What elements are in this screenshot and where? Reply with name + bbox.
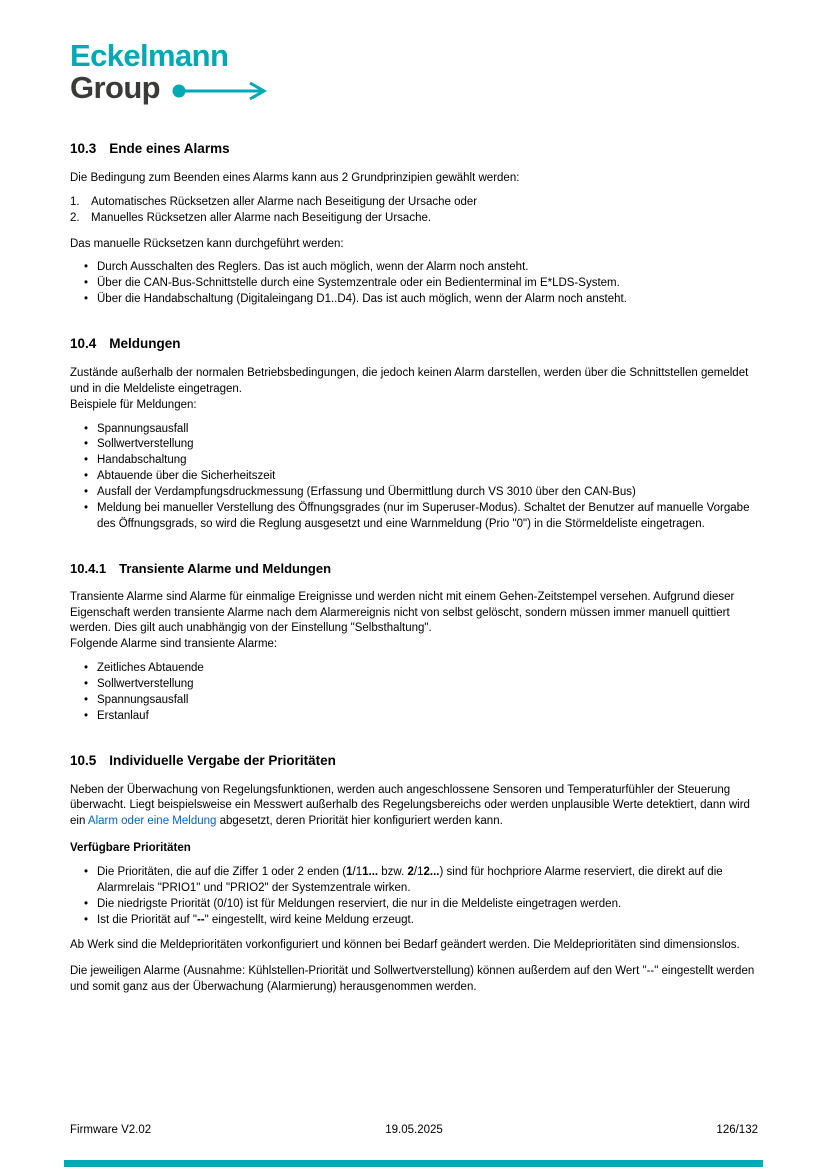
bullet-list bbox=[70, 865, 758, 928]
list-item-text: ) sind für hochpriore Alarme reserviert, die direkt auf die Alarmrelais "PRIO1" und "PRIO2" der Systemzentrale wirken. bbox=[97, 865, 723, 894]
list-item: • Abtauende über die Sicherheitszeit bbox=[70, 469, 758, 485]
section-number: 10.5 bbox=[70, 752, 97, 768]
section-10-3 bbox=[70, 141, 758, 308]
list-item-text-bold: 2... bbox=[423, 865, 440, 878]
bullet-list bbox=[70, 422, 758, 533]
paragraph: Die Bedingung zum Beenden eines Alarms kann aus 2 Grundprinzipien gewählt werden: bbox=[70, 172, 520, 185]
paragraph: Das manuelle Rücksetzen kann durchgeführt werden: bbox=[70, 237, 344, 250]
paragraph-text: abgesetzt, deren Priorität hier konfiguriert werden kann. bbox=[216, 815, 503, 828]
bullet-list bbox=[70, 260, 758, 308]
list-item: • Spannungsausfall bbox=[70, 693, 758, 709]
list-item bbox=[70, 913, 758, 929]
list-item: • Handabschaltung bbox=[70, 453, 758, 469]
list-item: • Meldung bei manueller Verstellung des Öffnungsgrades (nur im Superuser-Modus). Schaltet der Benutzer auf manuelle Vorgabe des Öffnungsgrads, so wird die Reglung ausgesetzt und eine Warnmeldung (Prio "0") in die Störmeldeliste eingetragen. bbox=[70, 501, 758, 533]
list-item bbox=[70, 865, 758, 897]
alarm-meldung-link[interactable]: Alarm oder eine Meldung bbox=[87, 815, 217, 828]
company-logo bbox=[70, 40, 758, 104]
logo-line-group bbox=[70, 69, 758, 105]
section-title: Meldungen bbox=[109, 336, 181, 352]
section-title: Transiente Alarme und Meldungen bbox=[119, 560, 332, 576]
section-number: 10.4.1 bbox=[70, 560, 107, 576]
logo-arrow-icon bbox=[172, 81, 268, 101]
paragraph: Transiente Alarme sind Alarme für einmalige Ereignisse und werden nicht mit einem Gehen-Zeitstempel versehen. Aufgrund dieser Eigenschaft werden transiente Alarme nach dem Alarmereignis nicht von selbst gelöscht, sondern müssen immer manuell quittiert werden. Dies gilt auch unabhängig von der Einstellung "Selbsthaltung". bbox=[70, 590, 735, 635]
paragraph: Die jeweiligen Alarme (Ausnahme: Kühlstellen-Priorität und Sollwertverstellung) können außerdem auf den Wert "--" eingestellt werden und somit ganz aus der Überwachung (Alarmierung) herausgenommen werden. bbox=[70, 965, 755, 994]
paragraph: Ab Werk sind die Meldeprioritäten vorkonfiguriert und können bei Bedarf geändert werden. Die Meldeprioritäten sind dimensionslos. bbox=[70, 939, 740, 952]
section-heading bbox=[70, 141, 758, 158]
paragraph: Beispiele für Meldungen: bbox=[70, 398, 197, 411]
list-item-text-bold: -- bbox=[196, 913, 205, 926]
list-item: • Durch Ausschalten des Reglers. Das ist auch möglich, wenn der Alarm noch ansteht. bbox=[70, 260, 758, 276]
list-item: • Die niedrigste Priorität (0/10) ist für Meldungen reserviert, die nur in die Meldeliste eingetragen werden. bbox=[70, 897, 758, 913]
list-item: • Zeitliches Abtauende bbox=[70, 661, 758, 677]
list-item: • Sollwertverstellung bbox=[70, 437, 758, 453]
list-item-text: Die Prioritäten, die auf die Ziffer 1 oder 2 enden ( bbox=[97, 865, 347, 878]
list-item-text-bold: 1 bbox=[346, 865, 353, 878]
section-10-5 bbox=[70, 753, 758, 996]
logo-wordmark-group: Group bbox=[70, 69, 160, 105]
section-heading bbox=[70, 753, 758, 770]
list-item: • Spannungsausfall bbox=[70, 422, 758, 438]
list-item: Automatisches Rücksetzen aller Alarme nach Beseitigung der Ursache oder bbox=[91, 195, 478, 208]
list-item: • Über die Handabschaltung (Digitaleingang D1..D4). Das ist auch möglich, wenn der Alarm noch ansteht. bbox=[70, 292, 758, 308]
list-item-text: bzw. bbox=[378, 865, 408, 878]
list-item-text: /1 bbox=[413, 865, 424, 878]
section-title: Individuelle Vergabe der Prioritäten bbox=[109, 752, 336, 768]
list-item-text: /1 bbox=[352, 865, 363, 878]
bottom-accent-bar bbox=[64, 1160, 763, 1167]
section-number: 10.4 bbox=[70, 336, 97, 352]
bullet-list bbox=[70, 661, 758, 724]
section-number: 10.3 bbox=[70, 141, 97, 157]
paragraph: Folgende Alarme sind transiente Alarme: bbox=[70, 638, 278, 651]
list-item: Manuelles Rücksetzen aller Alarme nach Beseitigung der Ursache. bbox=[91, 211, 432, 224]
list-item: • Sollwertverstellung bbox=[70, 677, 758, 693]
list-item-text: Ist die Priorität auf " bbox=[97, 913, 197, 926]
list-item: • Erstanlauf bbox=[70, 709, 758, 725]
ordered-list bbox=[70, 195, 758, 227]
subheading-verfuegbare-prioritaeten: Verfügbare Prioritäten bbox=[70, 842, 191, 855]
section-title: Ende eines Alarms bbox=[109, 141, 230, 157]
section-heading bbox=[70, 336, 758, 353]
paragraph bbox=[70, 783, 758, 831]
subsection-heading bbox=[70, 561, 758, 577]
section-10-4 bbox=[70, 336, 758, 532]
list-item: • Ausfall der Verdampfungsdruckmessung (Erfassung und Übermittlung durch VS 3010 über den CAN-Bus) bbox=[70, 485, 758, 501]
list-item-text-bold: 1... bbox=[362, 865, 379, 878]
footer-page-number: 126/132 bbox=[716, 1124, 758, 1136]
footer-date: 19.05.2025 bbox=[385, 1124, 443, 1136]
list-item-text-bold: 2 bbox=[407, 865, 414, 878]
paragraph-text: Neben der Überwachung von Regelungsfunktionen, werden auch angeschlossene Sensoren und Temperaturfühler der Steuerung überwacht. Liegt beispielsweise ein Messwert außerhalb des Regelungsbereichs oder werden unplausible Werte detektiert, dann wird ein bbox=[70, 783, 750, 828]
footer-firmware-version: Firmware V2.02 bbox=[70, 1124, 152, 1136]
list-item-text: " eingestellt, wird keine Meldung erzeugt. bbox=[204, 913, 414, 926]
page-footer bbox=[70, 1123, 758, 1139]
logo-wordmark-eckelmann: Eckelmann bbox=[70, 38, 229, 73]
list-item: • Über die CAN-Bus-Schnittstelle durch eine Systemzentrale oder ein Bedienterminal im E*LDS-System. bbox=[70, 276, 758, 292]
paragraph: Zustände außerhalb der normalen Betriebsbedingungen, die jedoch keinen Alarm darstellen, werden über die Schnittstellen gemeldet und in die Meldeliste eingetragen. bbox=[70, 366, 749, 395]
section-10-4-1 bbox=[70, 561, 758, 725]
